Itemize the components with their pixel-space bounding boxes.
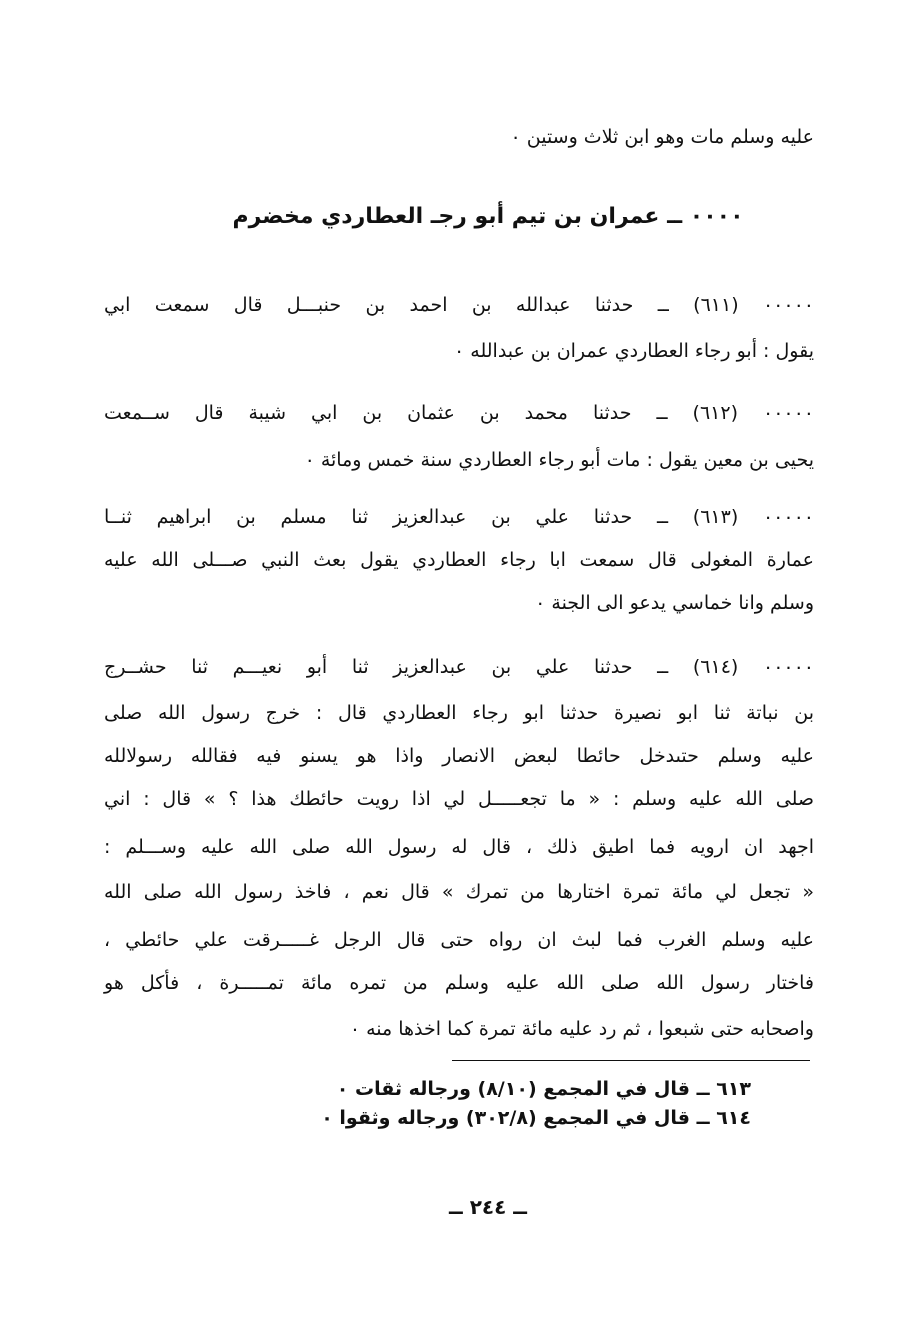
text-line: عمارة المغولى قال سمعت ابا رجاء العطاردي يقول بعث النبي صـــلى الله عليه — [104, 549, 814, 571]
text-line: عليه وسلم حتىدخل حائطا لبعض الانصار واذا هو يسنو فيه فقالله رسولالله — [104, 745, 814, 767]
page-number: ــ ٢٤٤ ــ — [449, 1195, 527, 1219]
text-line: « تجعل لي مائة تمرة اختارها من تمرك » قال نعم ، فاخذ رسول الله صلى الله — [104, 881, 814, 903]
text-line: فاختار رسول الله صلى الله عليه وسلم من تمره مائة تمـــــرة ، فأكل هو — [104, 972, 814, 994]
footnote-separator — [452, 1060, 810, 1061]
text-line-continuation: عليه وسلم مات وهو ابن ثلاث وستين ٠ — [510, 126, 814, 148]
footnote-614: ٦١٤ ــ قال في المجمع (٣٠٢/٨) ورجاله وثقوا ٠ — [321, 1107, 751, 1129]
text-line: وسلم وانا خماسي يدعو الى الجنة ٠ — [535, 592, 814, 614]
text-line: عليه وسلم الغرب فما لبث ان رواه حتى قال الرجل غـــــرقت علي حائطي ، — [104, 929, 814, 951]
text-line: يقول : أبو رجاء العطاردي عمران بن عبدالله ٠ — [454, 340, 814, 362]
footnote-613: ٦١٣ ــ قال في المجمع (٨/١٠) ورجاله ثقات ٠ — [336, 1078, 751, 1100]
text-line: ٠٠٠٠٠ (٦١٤) ــ حدثنا علي بن عبدالعزيز ثنا أبو نعيـــم ثنا حشــرج — [104, 656, 815, 678]
text-line: ٠٠٠٠٠ (٦١١) ــ حدثنا عبدالله بن احمد بن حنبـــل قال سمعت ابي — [104, 294, 814, 316]
text-line: اجهد ان ارويه فما اطيق ذلك ، قال له رسول الله صلى الله عليه وســـلم : — [104, 836, 814, 858]
text-line: صلى الله عليه وسلم : « ما تجعـــــل لي اذا رويت حائطك هذا ؟ » قال : اني — [104, 788, 814, 810]
text-line: ٠٠٠٠٠ (٦١٢) ــ حدثنا محمد بن عثمان بن ابي شيبة قال ســمعت — [104, 402, 815, 424]
text-line: بن نباتة ثنا ابو نصيرة حدثنا ابو رجاء العطاردي قال : خرج رسول الله صلى — [104, 702, 814, 724]
text-line: يحيى بن معين يقول : مات أبو رجاء العطاردي سنة خمس ومائة ٠ — [304, 449, 814, 471]
section-heading: ٠٠٠٠ ــ عمران بن تيم أبو رجـ العطاردي مخضرم — [232, 204, 744, 229]
text-line: واصحابه حتى شبعوا ، ثم رد عليه مائة تمرة كما اخذها منه ٠ — [349, 1018, 814, 1040]
text-line: ٠٠٠٠٠ (٦١٣) ــ حدثنا علي بن عبدالعزيز ثنا مسلم بن ابراهيم ثنــا — [104, 506, 814, 528]
